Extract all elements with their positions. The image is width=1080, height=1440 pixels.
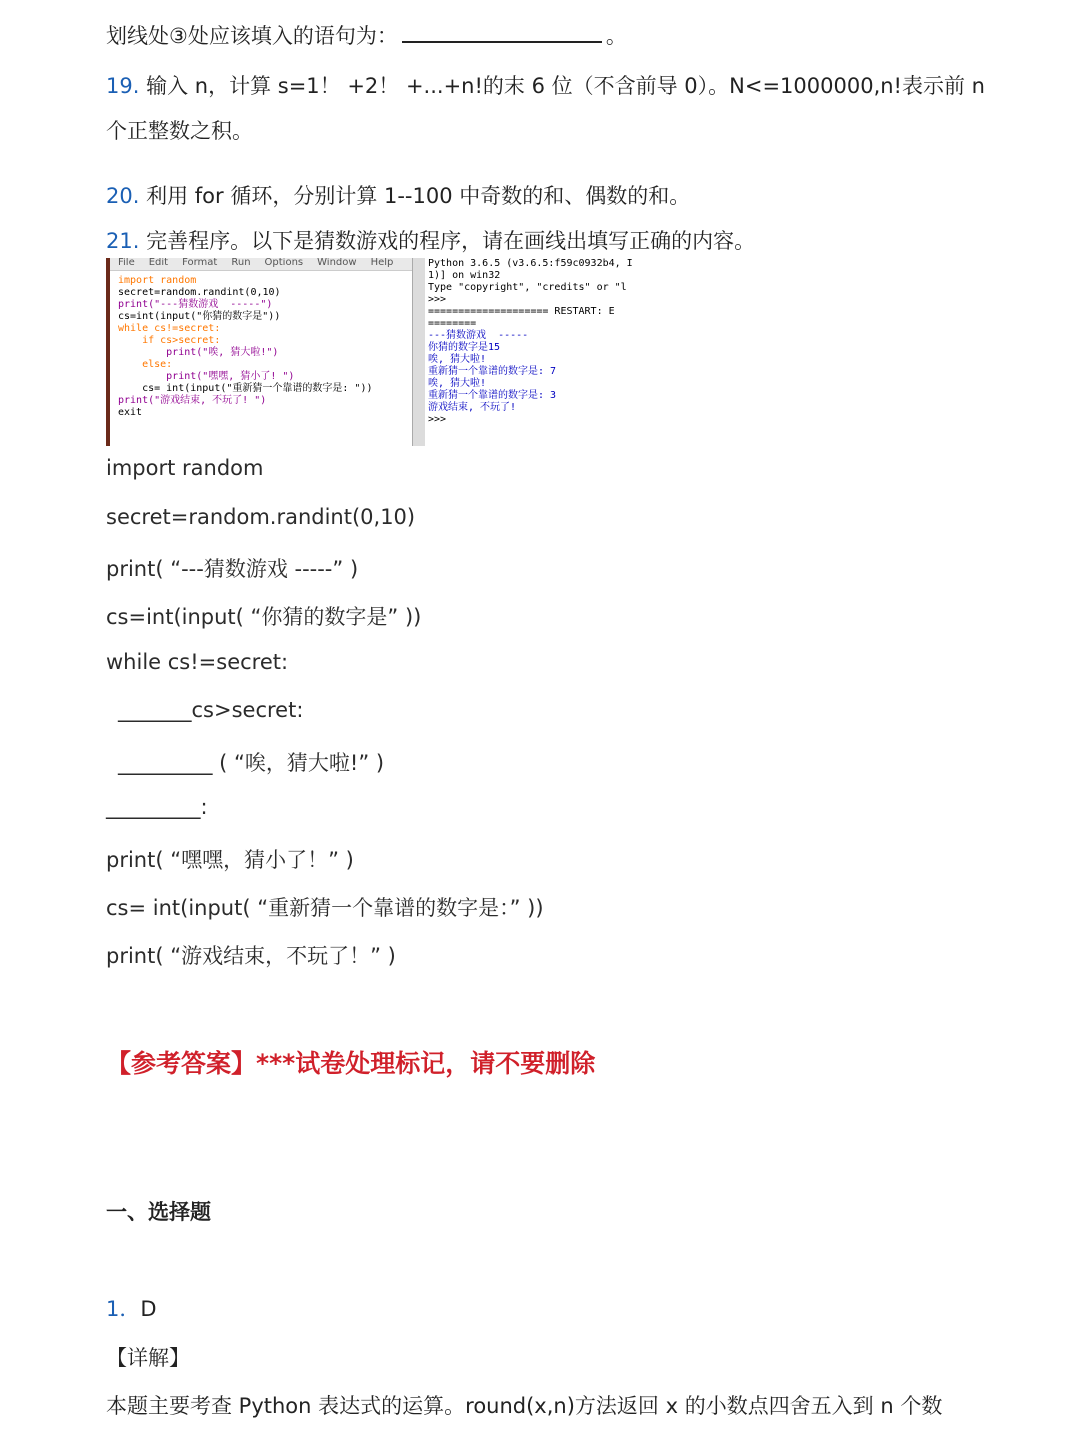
code-line-2: secret=random.randint(0,10) [106,505,416,529]
question-number: 19. [106,74,140,98]
shell-line: Python 3.6.5 (v3.6.5:f59c0932b4, I [428,258,633,269]
editor-line: print("游戏结束, 不玩了! ") [118,395,267,406]
menu-edit: Edit [148,258,169,268]
shell-line: >>> [428,294,447,305]
python-shell-screenshot [426,258,648,430]
code-line-9: print( “嘿嘿，猜小了！” ) [106,848,354,872]
detail-text: 本题主要考查 Python 表达式的运算。round(x,n)方法返回 x 的小数点四舍五入到 n 个数 [106,1394,943,1418]
q18-end: 。 [605,24,627,48]
editor-line: print("---猜数游戏 -----") [118,299,273,310]
editor-line: while cs!=secret: [118,323,221,334]
question-number: 21. [106,229,140,253]
detail-label: 【详解】 [106,1346,190,1370]
editor-line: cs=int(input("你猜的数字是")) [118,311,281,322]
menu-file: File [118,258,135,268]
editor-line: if cs>secret: [118,335,221,346]
question-text: 输入 n，计算 s=1！ +2！ +...+n!的末 6 位（不含前导 0）。N<=1000000,n!表示前 n [146,74,985,98]
idle-editor-screenshot [106,258,420,446]
answer-value: D [140,1297,157,1321]
question-text: 利用 for 循环，分别计算 1--100 中奇数的和、偶数的和。 [146,184,691,208]
shell-line: 游戏结束, 不玩了! [428,402,517,413]
answer-1 [106,1293,157,1323]
answer-number: 1． [106,1297,141,1321]
code-line-7: _________ ( “唉，猜大啦!” ) [118,751,385,775]
shell-line: 重新猜一个靠谱的数字是: 3 [428,390,557,401]
shell-line: 唉, 猜大啦! [428,378,487,389]
editor-line: print("唉, 猜大啦!") [118,347,279,358]
code-line-11: print( “游戏结束，不玩了！” ) [106,944,396,968]
menu-run: Run [231,258,251,268]
menu-format: Format [182,258,218,268]
q18-tail [106,20,627,50]
editor-line: exit [118,407,143,418]
editor-line: cs= int(input("重新猜一个靠谱的数字是: ")) [118,383,373,394]
shell-line: 唉, 猜大啦! [428,354,487,365]
shell-output [428,258,648,426]
shell-line: 重新猜一个靠谱的数字是: 7 [428,366,557,377]
q18-text: 划线处③处应该填入的语句为： [106,24,398,48]
question-20 [106,180,690,210]
editor-line: print("嘿嘿, 猜小了! ") [118,371,295,382]
editor-scrollbar [412,258,425,446]
menu-window: Window [317,258,357,268]
code-line-10: cs= int(input( “重新猜一个靠谱的数字是：” )) [106,896,544,920]
shell-line: ==================== RESTART: E [428,306,615,317]
shell-line: 1)] on win32 [428,270,501,281]
shell-line: Type "copyright", "credits" or "l [428,282,627,293]
code-line-3: print( “---猜数游戏 -----” ) [106,557,359,581]
shell-line: >>> [428,414,447,425]
question-19 [106,70,985,100]
code-line-5: while cs!=secret: [106,650,289,674]
editor-line: import random [118,275,197,286]
question-text: 完善程序。以下是猜数游戏的程序，请在画线出填写正确的内容。 [146,229,756,253]
shell-line: 你猜的数字是15 [428,342,501,353]
question-21 [106,225,755,255]
editor-line: else: [118,359,173,370]
code-line-4: cs=int(input( “你猜的数字是” )) [106,605,422,629]
code-line-6: _______cs>secret: [118,698,304,722]
question-number: 20. [106,184,140,208]
menu-help: Help [370,258,394,268]
shell-line: ---猜数游戏 ----- [428,330,529,341]
code-line-1: import random [106,456,264,480]
section-title: 一、选择题 [106,1200,211,1224]
editor-line: secret=random.randint(0,10) [118,287,281,298]
editor-menubar [110,258,420,271]
answer-blank [402,21,602,43]
code-line-8: _________: [106,795,208,819]
menu-options: Options [264,258,304,268]
editor-code [118,275,420,419]
answer-title: 【参考答案】***试卷处理标记，请不要删除 [106,1049,596,1078]
question-19-line2: 个正整数之积。 [106,119,253,143]
shell-line: ======== [428,318,477,329]
